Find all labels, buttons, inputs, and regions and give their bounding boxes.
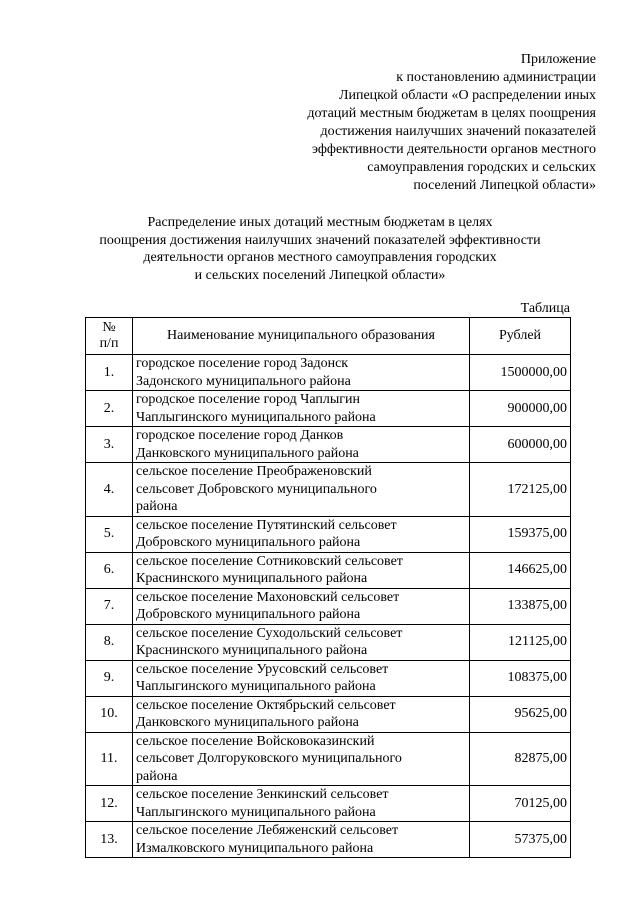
appendix-line: поселений Липецкой области» — [413, 178, 596, 193]
row-number: 13. — [86, 822, 133, 858]
municipality-name — [133, 355, 470, 391]
table-label: Таблица — [520, 301, 570, 316]
header-number-line2: п/п — [99, 336, 119, 351]
table-row — [86, 588, 571, 624]
title-line: Распределение иных дотаций местным бюджетам в целях — [147, 215, 493, 230]
amount-rubles: 82875,00 — [470, 732, 571, 786]
municipality-name-line: Чаплыгинского муниципального района — [136, 409, 376, 425]
appendix-line: Липецкой области «О распределении иных — [338, 88, 596, 103]
table-row — [86, 355, 571, 391]
appendix-line: самоуправления городских и сельских — [367, 160, 596, 175]
table-row — [86, 391, 571, 427]
header-amount: Рублей — [470, 318, 571, 355]
municipality-name — [133, 427, 470, 463]
municipality-name — [133, 552, 470, 588]
municipality-name — [133, 660, 470, 696]
amount-rubles: 121125,00 — [470, 624, 571, 660]
appendix-line: эффективности деятельности органов местного — [311, 142, 596, 157]
row-number: 1. — [86, 355, 133, 391]
municipality-name-line: района — [136, 499, 178, 514]
title-line: поощрения достижения наилучших значений показателей эффективности — [99, 232, 541, 248]
amount-rubles: 70125,00 — [470, 786, 571, 822]
table-row — [86, 624, 571, 660]
table-row — [86, 660, 571, 696]
municipality-name-line: сельсовет Добровского муниципального — [136, 481, 377, 497]
table-header-row — [86, 318, 571, 355]
municipality-name-line: сельское поселение Войсковоказинский — [136, 733, 375, 749]
amount-rubles: 1500000,00 — [470, 355, 571, 391]
municipality-name — [133, 732, 470, 786]
table-row — [86, 696, 571, 732]
row-number: 12. — [86, 786, 133, 822]
amount-rubles: 146625,00 — [470, 552, 571, 588]
appendix-line: к постановлению администрации — [396, 70, 596, 85]
municipality-name-line: городское поселение город Данков — [136, 428, 344, 443]
municipality-name-line: сельское поселение Преображеновский — [136, 464, 372, 479]
municipality-name — [133, 463, 470, 517]
municipality-name-line: Измалковского муниципального района — [136, 840, 374, 856]
municipality-name-line: района — [136, 768, 178, 784]
municipality-name-line: городское поселение город Чаплыгин — [136, 392, 360, 407]
appendix-note — [196, 51, 596, 195]
row-number: 7. — [86, 588, 133, 624]
municipality-name-line: сельское поселение Махоновский сельсовет — [136, 589, 400, 605]
distribution-table — [85, 317, 571, 858]
appendix-line: достижения наилучших значений показателей — [320, 124, 596, 139]
appendix-line: дотаций местным бюджетам в целях поощрения — [307, 106, 596, 121]
table-row — [86, 427, 571, 463]
amount-rubles: 900000,00 — [470, 391, 571, 427]
municipality-name-line: сельское поселение Зенкинский сельсовет — [136, 787, 389, 802]
header-name: Наименование муниципального образования — [133, 318, 470, 355]
municipality-name — [133, 391, 470, 427]
municipality-name-line: сельское поселение Суходольский сельсовет — [136, 625, 403, 641]
municipality-name-line: Чаплыгинского муниципального района — [136, 804, 376, 820]
row-number: 3. — [86, 427, 133, 463]
amount-rubles: 133875,00 — [470, 588, 571, 624]
amount-rubles: 172125,00 — [470, 463, 571, 517]
amount-rubles: 108375,00 — [470, 660, 571, 696]
municipality-name — [133, 516, 470, 552]
row-number: 9. — [86, 660, 133, 696]
municipality-name — [133, 588, 470, 624]
municipality-name-line: Данковского муниципального района — [136, 715, 359, 730]
municipality-name-line: Данковского муниципального района — [136, 445, 359, 461]
title-line: деятельности органов местного самоуправления городских — [143, 250, 497, 265]
municipality-name-line: Чаплыгинского муниципального района — [136, 679, 376, 694]
municipality-name-line: городское поселение город Задонск — [136, 356, 349, 371]
row-number: 10. — [86, 696, 133, 732]
header-number — [86, 318, 133, 355]
municipality-name — [133, 786, 470, 822]
municipality-name-line: сельское поселение Сотниковский сельсовет — [136, 553, 403, 569]
municipality-name-line: сельское поселение Путятинский сельсовет — [136, 517, 397, 533]
municipality-name — [133, 696, 470, 732]
table-row — [86, 786, 571, 822]
municipality-name-line: сельское поселение Лебяженский сельсовет — [136, 823, 399, 838]
table-row — [86, 552, 571, 588]
amount-rubles: 57375,00 — [470, 822, 571, 858]
municipality-name-line: Добровского муниципального района — [136, 607, 361, 622]
table-row — [86, 463, 571, 517]
municipality-name-line: сельсовет Долгоруковского муниципального — [136, 751, 402, 766]
title-line: и сельских поселений Липецкой области» — [194, 267, 446, 283]
amount-rubles: 600000,00 — [470, 427, 571, 463]
row-number: 4. — [86, 463, 133, 517]
municipality-name-line: сельское поселение Октябрьский сельсовет — [136, 697, 396, 713]
document-title — [60, 214, 580, 284]
table-row — [86, 516, 571, 552]
row-number: 2. — [86, 391, 133, 427]
row-number: 6. — [86, 552, 133, 588]
municipality-name-line: Задонского муниципального района — [136, 373, 351, 389]
municipality-name — [133, 624, 470, 660]
appendix-line: Приложение — [520, 52, 596, 67]
header-number-line1: № — [102, 320, 116, 335]
row-number: 8. — [86, 624, 133, 660]
table-body — [86, 355, 571, 858]
municipality-name-line: Добровского муниципального района — [136, 535, 361, 550]
table-row — [86, 822, 571, 858]
municipality-name-line: сельское поселение Урусовский сельсовет — [136, 661, 389, 677]
municipality-name — [133, 822, 470, 858]
row-number: 5. — [86, 516, 133, 552]
table-row — [86, 732, 571, 786]
amount-rubles: 159375,00 — [470, 516, 571, 552]
municipality-name-line: Краснинского муниципального района — [136, 643, 368, 658]
row-number: 11. — [86, 732, 133, 786]
amount-rubles: 95625,00 — [470, 696, 571, 732]
municipality-name-line: Краснинского муниципального района — [136, 571, 368, 586]
